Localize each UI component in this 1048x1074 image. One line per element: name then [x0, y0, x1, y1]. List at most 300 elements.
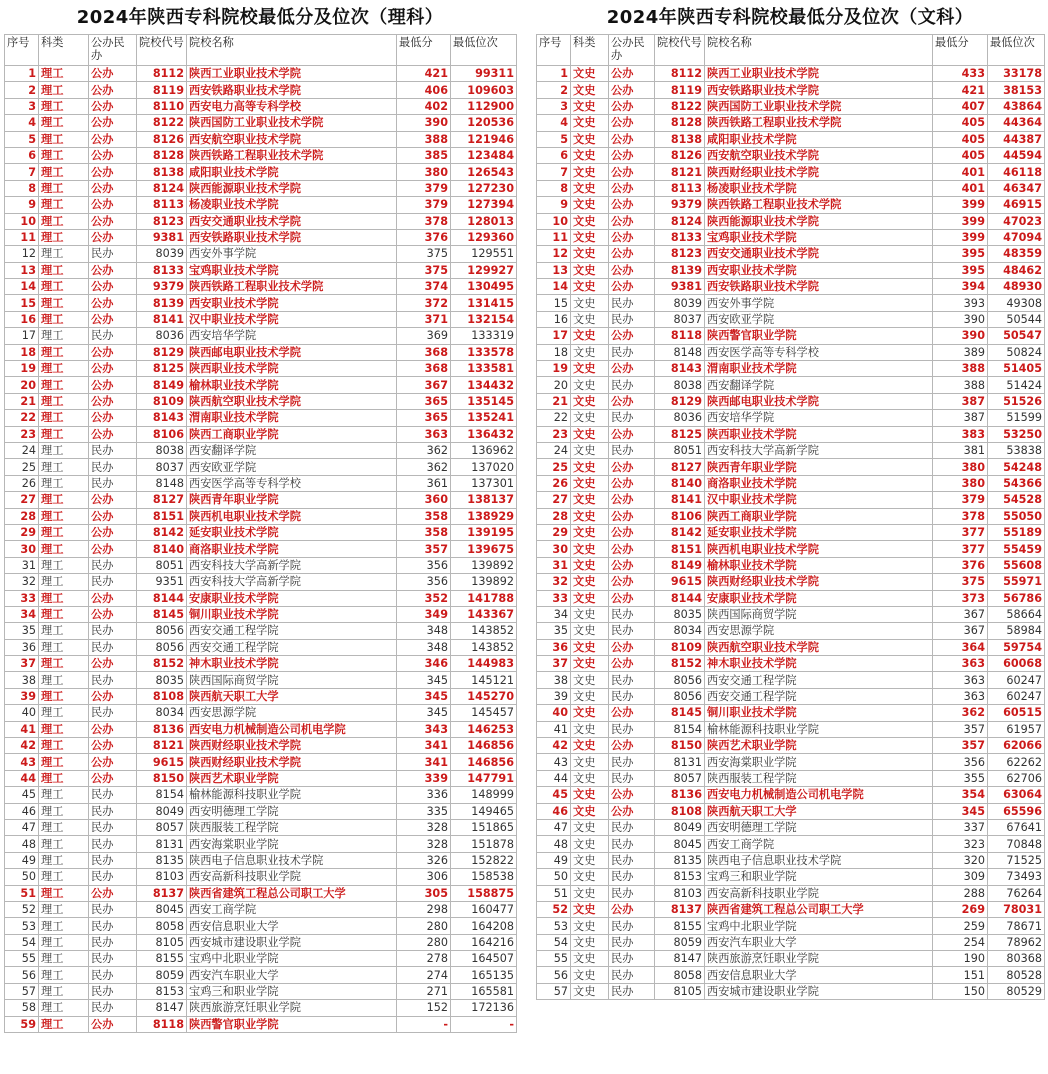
- table-row: [537, 557, 1045, 573]
- cell-code: 8149: [655, 557, 705, 573]
- cell-index: 36: [537, 639, 571, 655]
- header-category: 科类: [571, 35, 609, 66]
- cell-ownership: 公办: [609, 901, 655, 917]
- cell-category: 文史: [571, 656, 609, 672]
- table-row: [5, 705, 517, 721]
- cell-code: 8141: [137, 311, 187, 327]
- cell-code: 8109: [655, 639, 705, 655]
- cell-index: 18: [537, 344, 571, 360]
- cell-ownership: 民办: [609, 885, 655, 901]
- cell-min-score: 278: [397, 951, 451, 967]
- cell-min-score: 358: [397, 524, 451, 540]
- table-row: [5, 508, 517, 524]
- cell-ownership: 公办: [609, 639, 655, 655]
- cell-index: 20: [537, 377, 571, 393]
- cell-min-score: 358: [397, 508, 451, 524]
- cell-code: 8137: [655, 901, 705, 917]
- cell-category: 理工: [39, 524, 89, 540]
- cell-category: 理工: [39, 541, 89, 557]
- cell-code: 8036: [137, 328, 187, 344]
- table-row: [537, 115, 1045, 131]
- cell-min-rank: 145270: [451, 688, 517, 704]
- cell-min-rank: 172136: [451, 1000, 517, 1016]
- cell-category: 文史: [571, 738, 609, 754]
- cell-min-score: 341: [397, 754, 451, 770]
- cell-index: 11: [537, 229, 571, 245]
- cell-school: 西安交通工程学院: [705, 688, 933, 704]
- cell-school: 西安汽车职业大学: [705, 934, 933, 950]
- cell-category: 文史: [571, 770, 609, 786]
- cell-min-score: 356: [397, 557, 451, 573]
- cell-ownership: 公办: [89, 377, 137, 393]
- cell-ownership: 公办: [89, 590, 137, 606]
- cell-school: 陕西电子信息职业技术学院: [187, 852, 397, 868]
- cell-category: 文史: [571, 66, 609, 82]
- cell-min-score: 335: [397, 803, 451, 819]
- cell-category: 文史: [571, 229, 609, 245]
- cell-min-score: 374: [397, 279, 451, 295]
- cell-min-score: 377: [933, 541, 988, 557]
- cell-code: 8038: [137, 442, 187, 458]
- cell-ownership: 公办: [609, 574, 655, 590]
- cell-index: 12: [537, 246, 571, 262]
- cell-ownership: 公办: [89, 66, 137, 82]
- cell-min-score: 390: [933, 311, 988, 327]
- cell-school: 西安科技大学高新学院: [187, 574, 397, 590]
- cell-min-rank: 50547: [988, 328, 1045, 344]
- cell-school: 西安电力高等专科学校: [187, 98, 397, 114]
- cell-index: 26: [5, 475, 39, 491]
- cell-school: 西安医学高等专科学校: [705, 344, 933, 360]
- cell-ownership: 公办: [89, 885, 137, 901]
- cell-ownership: 公办: [89, 147, 137, 163]
- cell-min-score: 375: [397, 262, 451, 278]
- cell-index: 54: [5, 934, 39, 950]
- cell-code: 8123: [655, 246, 705, 262]
- cell-code: 8155: [655, 918, 705, 934]
- cell-index: 14: [537, 279, 571, 295]
- cell-ownership: 公办: [609, 459, 655, 475]
- cell-code: 8144: [655, 590, 705, 606]
- table-row: [537, 508, 1045, 524]
- cell-category: 理工: [39, 377, 89, 393]
- cell-school: 陕西财经职业技术学院: [187, 738, 397, 754]
- cell-school: 铜川职业技术学院: [705, 705, 933, 721]
- cell-min-score: 152: [397, 1000, 451, 1016]
- cell-min-score: 380: [397, 164, 451, 180]
- cell-code: 8152: [137, 656, 187, 672]
- cell-index: 39: [5, 688, 39, 704]
- cell-min-rank: 139892: [451, 557, 517, 573]
- cell-min-rank: 148999: [451, 787, 517, 803]
- cell-min-score: 421: [397, 66, 451, 82]
- cell-code: 8127: [137, 492, 187, 508]
- table-row: [5, 672, 517, 688]
- cell-index: 2: [537, 82, 571, 98]
- cell-min-score: 388: [933, 361, 988, 377]
- table-row: [537, 213, 1045, 229]
- cell-ownership: 民办: [89, 639, 137, 655]
- cell-category: 理工: [39, 885, 89, 901]
- table-row: [5, 541, 517, 557]
- cell-min-score: 305: [397, 885, 451, 901]
- cell-ownership: 民办: [89, 246, 137, 262]
- cell-code: 8136: [137, 721, 187, 737]
- cell-school: 陕西机电职业技术学院: [187, 508, 397, 524]
- cell-min-score: 323: [933, 836, 988, 852]
- header-category: 科类: [39, 35, 89, 66]
- cell-min-score: 378: [933, 508, 988, 524]
- cell-school: 陕西省建筑工程总公司职工大学: [187, 885, 397, 901]
- table-row: [537, 361, 1045, 377]
- cell-min-rank: 151865: [451, 819, 517, 835]
- cell-ownership: 民办: [89, 328, 137, 344]
- cell-ownership: 民办: [89, 557, 137, 573]
- cell-category: 文史: [571, 901, 609, 917]
- cell-min-rank: 164507: [451, 951, 517, 967]
- table-row: [5, 131, 517, 147]
- cell-index: 40: [537, 705, 571, 721]
- cell-school: 陕西青年职业学院: [705, 459, 933, 475]
- table-row: [537, 934, 1045, 950]
- cell-min-rank: 60515: [988, 705, 1045, 721]
- cell-ownership: 民办: [609, 623, 655, 639]
- cell-min-rank: 129551: [451, 246, 517, 262]
- cell-ownership: 公办: [89, 213, 137, 229]
- cell-category: 理工: [39, 229, 89, 245]
- cell-min-rank: 44387: [988, 131, 1045, 147]
- cell-ownership: 民办: [609, 606, 655, 622]
- cell-category: 文史: [571, 492, 609, 508]
- cell-code: 8145: [137, 606, 187, 622]
- cell-index: 29: [537, 524, 571, 540]
- cell-code: 8056: [655, 688, 705, 704]
- cell-school: 陕西青年职业学院: [187, 492, 397, 508]
- cell-index: 36: [5, 639, 39, 655]
- cell-min-rank: 146253: [451, 721, 517, 737]
- header-min-rank: 最低位次: [988, 35, 1045, 66]
- cell-category: 文史: [571, 344, 609, 360]
- cell-code: 8139: [137, 295, 187, 311]
- table-row: [5, 770, 517, 786]
- cell-ownership: 公办: [89, 229, 137, 245]
- cell-code: 8058: [137, 918, 187, 934]
- cell-min-score: 368: [397, 361, 451, 377]
- cell-min-score: 433: [933, 66, 988, 82]
- cell-school: 陕西航空职业技术学院: [187, 393, 397, 409]
- cell-min-rank: 128013: [451, 213, 517, 229]
- cell-min-score: 375: [933, 574, 988, 590]
- cell-code: 8148: [655, 344, 705, 360]
- cell-category: 文史: [571, 459, 609, 475]
- cell-min-rank: 137020: [451, 459, 517, 475]
- cell-category: 理工: [39, 344, 89, 360]
- cell-code: 8113: [655, 180, 705, 196]
- cell-code: 8103: [137, 869, 187, 885]
- cell-min-rank: 129360: [451, 229, 517, 245]
- cell-index: 53: [5, 918, 39, 934]
- cell-min-score: 254: [933, 934, 988, 950]
- table-row: [537, 393, 1045, 409]
- cell-ownership: 公办: [89, 492, 137, 508]
- cell-category: 理工: [39, 262, 89, 278]
- cell-min-score: 357: [933, 738, 988, 754]
- cell-category: 文史: [571, 705, 609, 721]
- cell-school: 陕西铁路工程职业技术学院: [187, 279, 397, 295]
- cell-code: 8108: [655, 803, 705, 819]
- table-row: [5, 328, 517, 344]
- table-row: [5, 557, 517, 573]
- cell-min-rank: 126543: [451, 164, 517, 180]
- cell-min-rank: 58984: [988, 623, 1045, 639]
- cell-code: 8140: [137, 541, 187, 557]
- table-row: [537, 803, 1045, 819]
- cell-category: 文史: [571, 574, 609, 590]
- cell-category: 文史: [571, 82, 609, 98]
- table-row: [537, 344, 1045, 360]
- cell-code: 8118: [655, 328, 705, 344]
- cell-ownership: 公办: [609, 131, 655, 147]
- table-row: [5, 410, 517, 426]
- cell-min-rank: 109603: [451, 82, 517, 98]
- science-panel: [4, 2, 516, 1033]
- cell-index: 13: [537, 262, 571, 278]
- table-row: [5, 967, 517, 983]
- cell-school: 神木职业技术学院: [187, 656, 397, 672]
- cell-category: 文史: [571, 442, 609, 458]
- cell-min-rank: 139195: [451, 524, 517, 540]
- cell-ownership: 公办: [89, 721, 137, 737]
- header-school: 院校名称: [187, 35, 397, 66]
- cell-min-rank: 131415: [451, 295, 517, 311]
- cell-code: 8058: [655, 967, 705, 983]
- cell-ownership: 民办: [89, 967, 137, 983]
- cell-min-rank: 54366: [988, 475, 1045, 491]
- cell-index: 24: [537, 442, 571, 458]
- cell-min-score: 368: [397, 344, 451, 360]
- cell-school: 渭南职业技术学院: [187, 410, 397, 426]
- cell-min-score: 385: [397, 147, 451, 163]
- cell-code: 8142: [655, 524, 705, 540]
- cell-min-score: 337: [933, 819, 988, 835]
- cell-category: 理工: [39, 688, 89, 704]
- cell-min-score: 346: [397, 656, 451, 672]
- cell-code: 8135: [137, 852, 187, 868]
- table-row: [5, 852, 517, 868]
- cell-code: 8034: [655, 623, 705, 639]
- table-row: [5, 1016, 517, 1032]
- cell-min-rank: 51405: [988, 361, 1045, 377]
- table-row: [537, 836, 1045, 852]
- cell-category: 理工: [39, 475, 89, 491]
- cell-category: 文史: [571, 983, 609, 999]
- cell-category: 文史: [571, 393, 609, 409]
- cell-school: 陕西工商职业学院: [705, 508, 933, 524]
- cell-min-rank: 132154: [451, 311, 517, 327]
- cell-index: 56: [5, 967, 39, 983]
- cell-min-rank: 112900: [451, 98, 517, 114]
- cell-code: 8038: [655, 377, 705, 393]
- cell-category: 理工: [39, 918, 89, 934]
- cell-category: 文史: [571, 279, 609, 295]
- cell-min-score: 407: [933, 98, 988, 114]
- cell-school: 西安电力机械制造公司机电学院: [187, 721, 397, 737]
- cell-index: 2: [5, 82, 39, 98]
- table-row: [5, 442, 517, 458]
- cell-index: 47: [5, 819, 39, 835]
- cell-category: 理工: [39, 606, 89, 622]
- cell-category: 理工: [39, 852, 89, 868]
- cell-min-score: 372: [397, 295, 451, 311]
- cell-school: 西安电力机械制造公司机电学院: [705, 787, 933, 803]
- cell-school: 延安职业技术学院: [705, 524, 933, 540]
- cell-index: 18: [5, 344, 39, 360]
- cell-index: 9: [5, 197, 39, 213]
- cell-school: 西安海棠职业学院: [187, 836, 397, 852]
- cell-school: 陕西艺术职业学院: [187, 770, 397, 786]
- cell-code: 8034: [137, 705, 187, 721]
- table-row: [5, 197, 517, 213]
- cell-ownership: 公办: [609, 787, 655, 803]
- cell-ownership: 公办: [89, 410, 137, 426]
- cell-min-rank: 158538: [451, 869, 517, 885]
- cell-ownership: 民办: [89, 983, 137, 999]
- cell-min-score: 363: [933, 672, 988, 688]
- cell-code: 8144: [137, 590, 187, 606]
- cell-code: 8153: [137, 983, 187, 999]
- cell-index: 25: [537, 459, 571, 475]
- cell-code: 8059: [137, 967, 187, 983]
- cell-ownership: 公办: [89, 361, 137, 377]
- cell-category: 文史: [571, 311, 609, 327]
- cell-code: 8126: [655, 147, 705, 163]
- cell-index: 49: [537, 852, 571, 868]
- cell-index: 21: [537, 393, 571, 409]
- cell-min-rank: 62706: [988, 770, 1045, 786]
- cell-code: 8045: [137, 901, 187, 917]
- cell-index: 9: [537, 197, 571, 213]
- cell-index: 38: [537, 672, 571, 688]
- cell-ownership: 民办: [89, 672, 137, 688]
- cell-index: 8: [537, 180, 571, 196]
- table-row: [537, 770, 1045, 786]
- table-row: [5, 311, 517, 327]
- table-row: [537, 246, 1045, 262]
- cell-category: 理工: [39, 492, 89, 508]
- cell-min-score: 151: [933, 967, 988, 983]
- cell-min-rank: 146856: [451, 738, 517, 754]
- cell-category: 理工: [39, 66, 89, 82]
- cell-index: 22: [5, 410, 39, 426]
- header-index: 序号: [5, 35, 39, 66]
- cell-index: 42: [537, 738, 571, 754]
- table-row: [5, 639, 517, 655]
- cell-category: 理工: [39, 393, 89, 409]
- cell-min-score: 421: [933, 82, 988, 98]
- header-ownership: 公办民办: [89, 35, 137, 66]
- cell-min-score: 355: [933, 770, 988, 786]
- cell-category: 理工: [39, 279, 89, 295]
- table-row: [537, 541, 1045, 557]
- cell-category: 理工: [39, 311, 89, 327]
- cell-code: 9379: [655, 197, 705, 213]
- cell-min-score: 387: [933, 393, 988, 409]
- table-row: [5, 885, 517, 901]
- table-row: [537, 688, 1045, 704]
- cell-category: 文史: [571, 557, 609, 573]
- table-row: [5, 180, 517, 196]
- cell-min-score: 352: [397, 590, 451, 606]
- table-row: [537, 82, 1045, 98]
- cell-school: 杨凌职业技术学院: [705, 180, 933, 196]
- cell-code: 8126: [137, 131, 187, 147]
- cell-min-rank: 121946: [451, 131, 517, 147]
- cell-min-score: 380: [933, 475, 988, 491]
- cell-code: 8129: [137, 344, 187, 360]
- cell-school: 西安交通工程学院: [187, 639, 397, 655]
- cell-category: 文史: [571, 934, 609, 950]
- cell-school: 西安工商学院: [187, 901, 397, 917]
- cell-index: 22: [537, 410, 571, 426]
- cell-school: 西安信息职业大学: [705, 967, 933, 983]
- cell-min-rank: 46118: [988, 164, 1045, 180]
- cell-category: 理工: [39, 459, 89, 475]
- cell-min-rank: 47023: [988, 213, 1045, 229]
- table-row: [5, 1000, 517, 1016]
- cell-school: 西安培华学院: [187, 328, 397, 344]
- cell-min-rank: 62066: [988, 738, 1045, 754]
- cell-school: 陕西邮电职业技术学院: [187, 344, 397, 360]
- cell-min-rank: 146856: [451, 754, 517, 770]
- cell-min-score: 395: [933, 246, 988, 262]
- cell-code: 8127: [655, 459, 705, 475]
- cell-min-score: 401: [933, 164, 988, 180]
- cell-min-score: -: [397, 1016, 451, 1032]
- header-ownership: 公办民办: [609, 35, 655, 66]
- cell-school: 宝鸡三和职业学院: [187, 983, 397, 999]
- cell-school: 陕西国际商贸学院: [705, 606, 933, 622]
- cell-category: 理工: [39, 721, 89, 737]
- cell-school: 宝鸡职业技术学院: [187, 262, 397, 278]
- cell-category: 文史: [571, 836, 609, 852]
- cell-category: 文史: [571, 147, 609, 163]
- cell-school: 延安职业技术学院: [187, 524, 397, 540]
- cell-school: 西安交通工程学院: [187, 623, 397, 639]
- cell-school: 陕西旅游烹饪职业学院: [187, 1000, 397, 1016]
- cell-code: 8051: [655, 442, 705, 458]
- table-row: [537, 492, 1045, 508]
- cell-index: 35: [5, 623, 39, 639]
- table-row: [5, 524, 517, 540]
- cell-min-score: 363: [397, 426, 451, 442]
- cell-index: 3: [537, 98, 571, 114]
- cell-category: 理工: [39, 836, 89, 852]
- cell-index: 32: [537, 574, 571, 590]
- cell-code: 8122: [655, 98, 705, 114]
- cell-index: 50: [5, 869, 39, 885]
- cell-min-rank: 120536: [451, 115, 517, 131]
- cell-index: 13: [5, 262, 39, 278]
- cell-category: 理工: [39, 131, 89, 147]
- cell-school: 陕西机电职业技术学院: [705, 541, 933, 557]
- table-row: [5, 803, 517, 819]
- table-row: [537, 66, 1045, 82]
- cell-index: 43: [5, 754, 39, 770]
- cell-min-rank: 51599: [988, 410, 1045, 426]
- table-row: [537, 606, 1045, 622]
- cell-min-rank: 50824: [988, 344, 1045, 360]
- cell-category: 理工: [39, 180, 89, 196]
